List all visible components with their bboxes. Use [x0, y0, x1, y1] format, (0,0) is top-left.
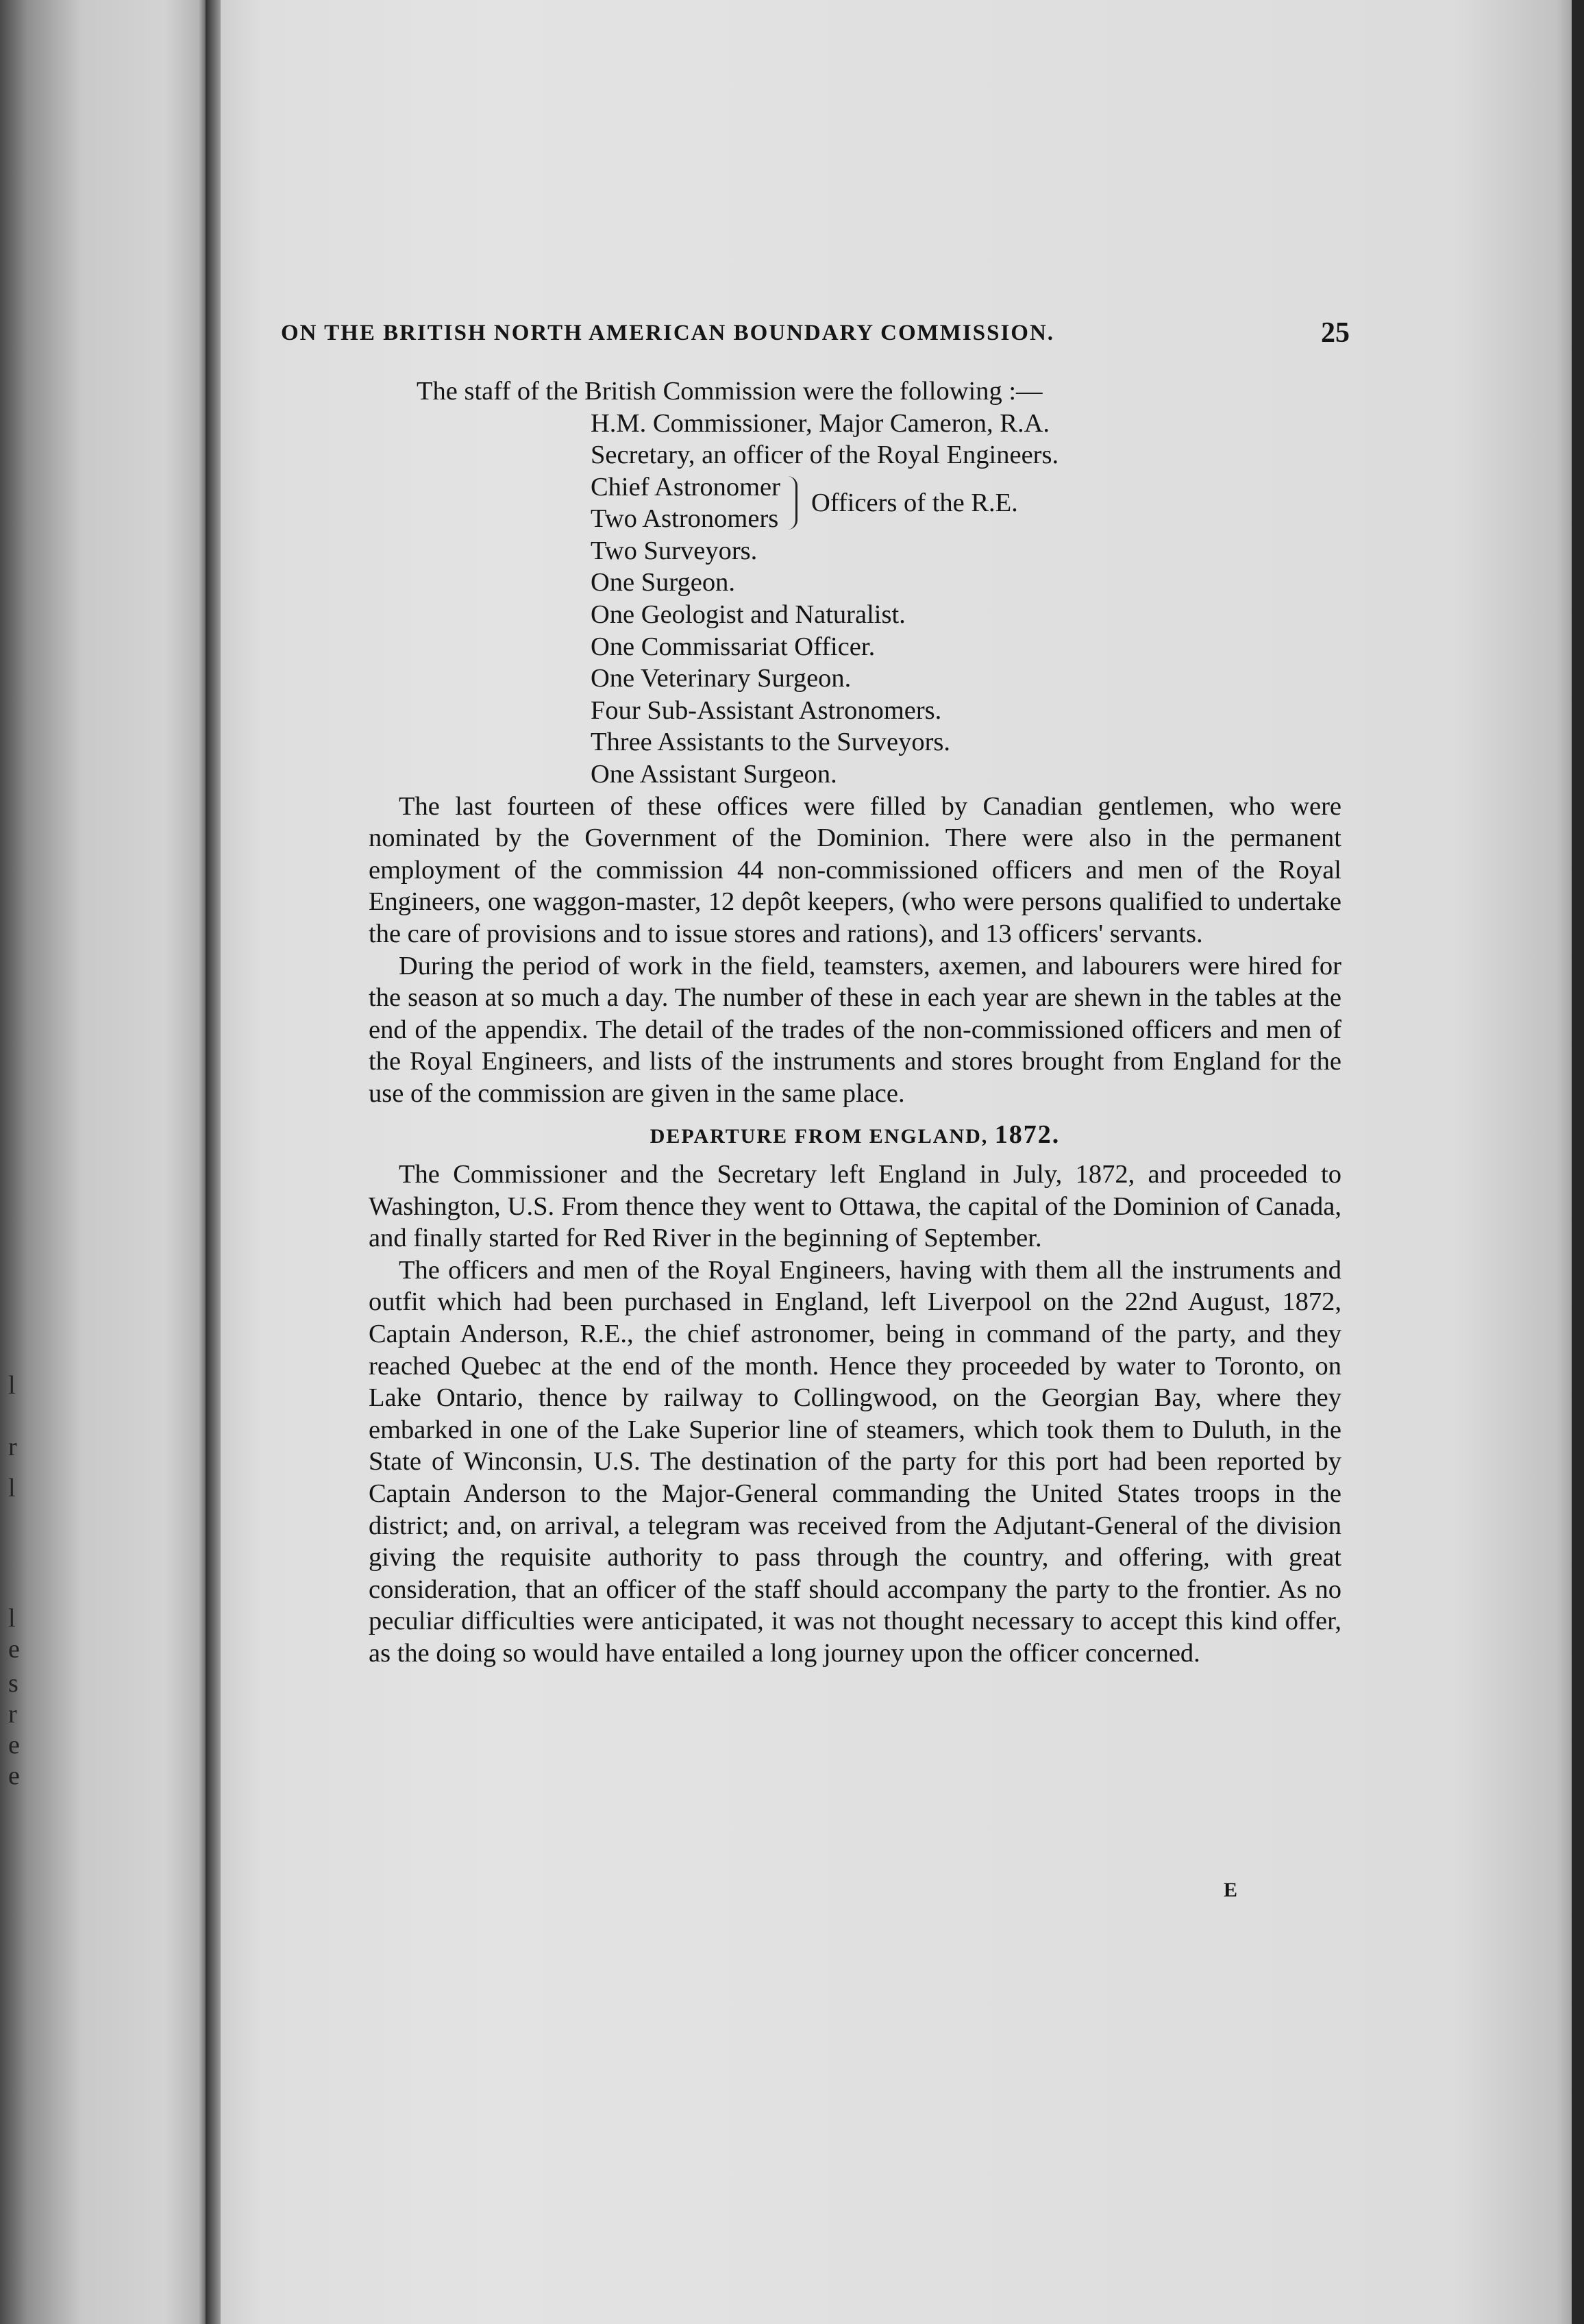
brace-label: Officers of the R.E. [810, 488, 1018, 517]
staff-list-item: One Commissariat Officer. [591, 632, 876, 661]
brace-mark [784, 476, 797, 530]
section-heading [369, 1119, 1341, 1153]
signature-mark: E [1224, 1879, 1238, 1901]
margin-letter: l [8, 1604, 16, 1633]
margin-letter: r [8, 1433, 17, 1461]
facing-page-margin-letters [0, 0, 206, 2324]
page-number: 25 [1321, 317, 1350, 349]
staff-list-item: H.M. Commissioner, Major Cameron, R.A. [591, 408, 1050, 438]
paragraph: The Commissioner and the Secretary left England in July, 1872, and proceeded to Washington, U.S. From thence they went to Ottawa, the capital of the Dominion of Canada, and finally started for Red River in the beginning of September. [369, 1160, 1341, 1253]
margin-letter: e [8, 1635, 20, 1664]
staff-list-item: Four Sub-Assistant Astronomers. [591, 695, 942, 725]
staff-list-item: Chief Astronomer [591, 472, 780, 502]
staff-list [591, 408, 1341, 791]
staff-list-item: Two Astronomers [591, 504, 779, 534]
staff-brace-group [591, 471, 1341, 535]
staff-list-item: One Surgeon. [591, 568, 736, 597]
paragraph: The officers and men of the Royal Engineers, having with them all the instruments and outfit which had been purchased in England, left Liverpool on the 22nd August, 1872, Captain Anderson, R.E., the chief astronomer, being in command of the party, and they reached Quebec at the end of the month. Hence they proceeded by water to Toronto, on Lake Ontario, thence by railway to Collingwood, on the Georgian Bay, where they embarked in one of the Lake Superior line of steamers, which took them to Duluth, in the State of Winconsin, U.S. The destination of the party for this port had been reported by Captain Anderson to the Major-General commanding the United States troops in the district; and, on arrival, a telegram was received from the Adjutant-General of the division giving the requisite authority to pass through the country, and offering, with great consideration, that an officer of the staff should accompany the party to the frontier. As no peculiar difficulties were anticipated, it was not thought necessary to accept this kind offer, as the doing so would have entailed a long journey upon the officer concerned. [369, 1255, 1341, 1668]
margin-letter: e [8, 1761, 20, 1790]
staff-list-item: Secretary, an officer of the Royal Engineers. [591, 441, 1059, 470]
paragraph: During the period of work in the field, teamsters, axemen, and labourers were hired for the season at so much a day. The number of these in each year are shewn in the tables at the end of the appendix. The detail of the trades of the non-commissioned officers and men of the Royal Engineers, and lists of the instruments and stores brought from England for the use of the commission are given in the same place. [369, 951, 1341, 1108]
staff-list-item: One Veterinary Surgeon. [591, 664, 852, 693]
paragraph: The last fourteen of these offices were filled by Canadian gentlemen, who were nominated by the Government of the Dominion. There were also in the permanent employment of the commission 44 non-commissioned officers and men of the Royal Engineers, one waggon-master, 12 depôt keepers, (who were persons qualified to undertake the care of provisions and to issue stores and rations), and 13 officers' servants. [369, 791, 1341, 948]
margin-letter: s [8, 1669, 18, 1698]
staff-list-item: Three Assistants to the Surveyors. [591, 728, 951, 757]
body-text [369, 375, 1341, 1670]
staff-intro: The staff of the British Commission were the following :— [417, 377, 1043, 406]
margin-letter: l [8, 1474, 16, 1503]
facing-page [0, 0, 206, 2324]
book-gutter [206, 0, 221, 2324]
brace-names [591, 471, 780, 535]
page-edge [1572, 0, 1584, 2324]
margin-letter: e [8, 1731, 20, 1759]
running-head [281, 317, 1350, 359]
staff-list-item: One Assistant Surgeon. [591, 759, 837, 789]
running-title: ON THE BRITISH NORTH AMERICAN BOUNDARY COMMISSION. [281, 321, 1055, 345]
staff-list-item: One Geologist and Naturalist. [591, 599, 906, 629]
margin-letter: r [8, 1700, 17, 1729]
section-heading-text: DEPARTURE FROM ENGLAND, [649, 1125, 989, 1148]
margin-letter: l [8, 1371, 16, 1400]
staff-list-item: Two Surveyors. [591, 536, 758, 565]
section-heading-year: 1872. [994, 1120, 1061, 1150]
